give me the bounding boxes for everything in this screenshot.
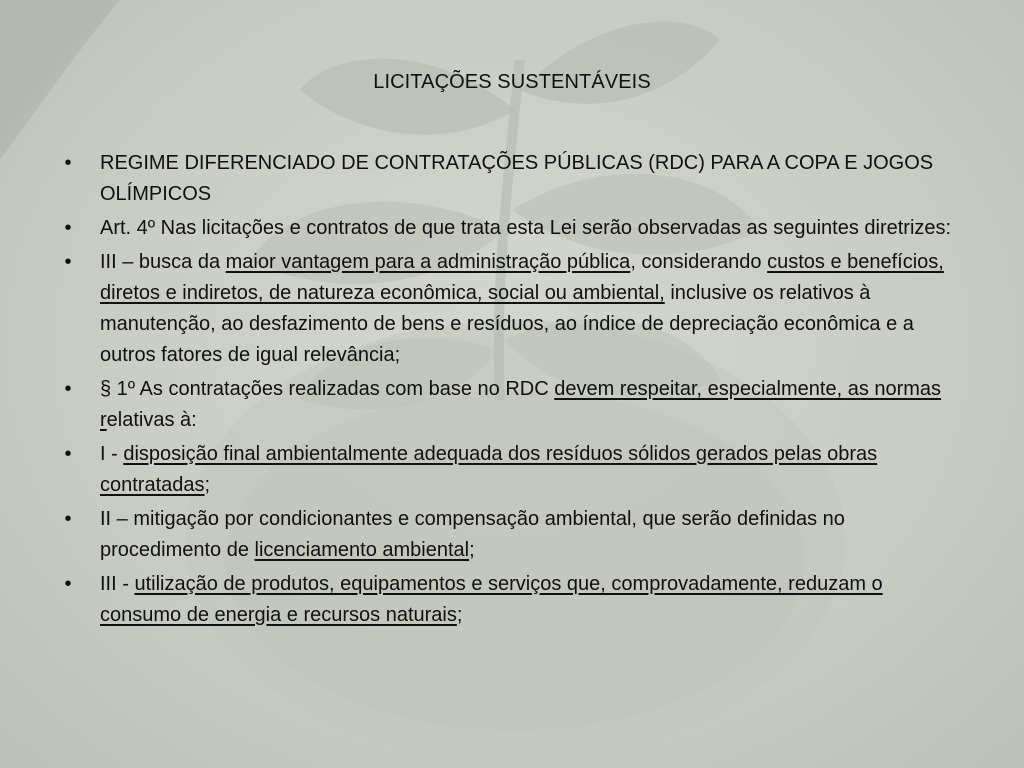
bullet-item bbox=[58, 569, 968, 631]
bullet-text: ; bbox=[469, 539, 475, 561]
bullet-item bbox=[58, 504, 968, 566]
slide-title: LICITAÇÕES SUSTENTÁVEIS bbox=[373, 71, 651, 93]
underlined-text: disposição final ambientalmente adequada dos resíduos sólidos gerados pelas obras contratadas bbox=[100, 443, 878, 496]
underlined-text: devem respeitar, especialmente, as normas r bbox=[100, 378, 942, 431]
bullet-text: III – busca da bbox=[100, 251, 226, 273]
bullet-item bbox=[58, 374, 968, 436]
bullet-icon: • bbox=[64, 152, 72, 174]
bullet-icon: • bbox=[64, 573, 72, 595]
underlined-text: utilização de produtos, equipamentos e serviços que, comprovadamente, reduzam o consumo de energia e recursos naturais bbox=[100, 573, 883, 626]
bullet-icon: • bbox=[64, 251, 72, 273]
bullet-icon: • bbox=[64, 378, 72, 400]
bullet-item bbox=[58, 247, 968, 371]
underlined-text: maior vantagem para a administração pública bbox=[225, 251, 631, 273]
bullet-item bbox=[58, 148, 968, 210]
bullet-text: Art. 4º Nas licitações e contratos de que trata esta Lei serão observadas as seguintes diretrizes: bbox=[100, 217, 952, 239]
bullet-text: ; bbox=[456, 604, 463, 626]
bullet-item bbox=[58, 213, 968, 244]
bullet-text: II – mitigação por condicionantes e compensação ambiental, que serão definidas no procedimento de bbox=[100, 508, 845, 561]
bullet-text: , considerando bbox=[630, 251, 768, 273]
bullet-text: III - bbox=[100, 573, 135, 595]
bullet-icon: • bbox=[64, 508, 72, 530]
underlined-text: custos e benefícios, diretos e indiretos, de natureza econômica, social ou ambiental, bbox=[100, 251, 944, 304]
bullet-text: I - bbox=[100, 443, 124, 465]
bullet-text: § 1º As contratações realizadas com base no RDC bbox=[100, 378, 555, 400]
bullet-icon: • bbox=[64, 443, 72, 465]
bullet-item bbox=[58, 439, 968, 501]
bullet-text: inclusive os relativos à manutenção, ao desfazimento de bens e resíduos, ao índice de depreciação econômica e a outros fatores de igual relevância; bbox=[100, 282, 914, 366]
bullet-text: elativas à: bbox=[106, 409, 197, 431]
bullet-icon: • bbox=[64, 217, 72, 239]
bullet-list bbox=[58, 148, 968, 634]
bullet-text: REGIME DIFERENCIADO DE CONTRATAÇÕES PÚBLICAS (RDC) PARA A COPA E JOGOS OLÍMPICOS bbox=[100, 152, 934, 205]
bullet-text: ; bbox=[204, 474, 211, 496]
underlined-text: licenciamento ambiental bbox=[254, 539, 470, 561]
